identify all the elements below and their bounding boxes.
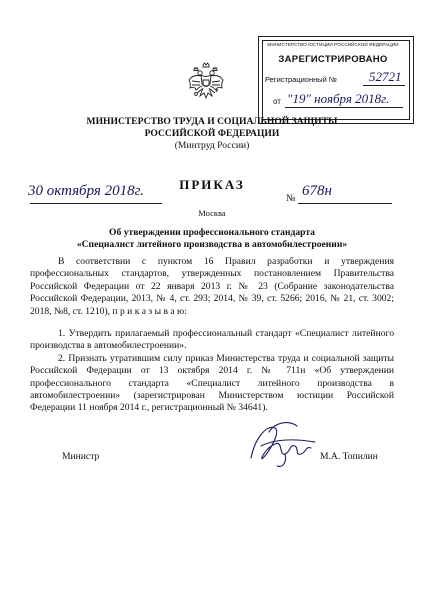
ministry-header: [40, 116, 384, 152]
signatory-position: Министр: [62, 451, 100, 462]
stamp-ministry: МИНИСТЕРСТВО ЮСТИЦИИ РОССИЙСКОЙ ФЕДЕРАЦИИ: [267, 42, 399, 47]
order-number: 678н: [302, 183, 332, 199]
registration-stamp: [258, 36, 414, 124]
title-line2: «Специалист литейного производства в автомобилестроении»: [76, 239, 348, 250]
order-date-underline: [30, 203, 162, 204]
order-number-underline: [298, 203, 392, 204]
stamp-reg-label: Регистрационный №: [265, 75, 337, 84]
title-line1: Об утверждении профессионального стандарта: [109, 227, 315, 238]
ministry-name-line2: РОССИЙСКОЙ ФЕДЕРАЦИИ: [144, 128, 280, 139]
handwritten-signature: [245, 418, 325, 472]
stamp-date-prefix: от: [273, 97, 281, 106]
stamp-status: ЗАРЕГИСТРИРОВАНО: [278, 54, 388, 65]
order-date: 30 октября 2018г.: [28, 183, 145, 199]
item-2-paragraph: 2. Признать утратившим силу приказ Министерства труда и социальной защиты Российской Федерации от 13 октября 2014 г. № 711н «Об утверждении профессионального стандарта «Специалист литейного производства в автомобилестроении» (зарегистрирован Министерством юстиции Российской Федерации 11 ноября 2014 г., регистрационный № 34641).: [30, 352, 394, 414]
document-title: [40, 227, 384, 251]
order-heading: ПРИКАЗ: [179, 177, 245, 192]
stamp-reg-number: 52721: [369, 69, 402, 84]
order-city: Москва: [198, 208, 226, 218]
stamp-date-underline: [285, 107, 403, 108]
document-body: [30, 256, 394, 425]
stamp-date-value: "19" ноября 2018г.: [287, 91, 390, 106]
item-1-paragraph: 1. Утвердить прилагаемый профессиональный стандарт «Специалист литейного производства в автомобилестроении».: [30, 328, 394, 352]
order-number-label: №: [286, 193, 296, 204]
ministry-name-line1: МИНИСТЕРСТВО ТРУДА И СОЦИАЛЬНОЙ ЗАЩИТЫ: [86, 116, 338, 127]
signatory-name: М.А. Топилин: [320, 451, 378, 462]
preamble-paragraph: В соответствии с пунктом 16 Правил разработки и утверждения профессиональных стандартов, утвержденных постановлением Правительства Российской Федерации от 22 января 2013 г. № 23 (Собрание законодательства Российской Федерации, 2013, № 4, ст. 293; 2014, № 39, ст. 5266; 2016, № 21, ст. 3002; 2018, №8, ст. 1210), п р и к а з ы в а ю:: [30, 256, 394, 317]
coat-of-arms-icon: [187, 62, 225, 106]
ministry-abbreviation: (Минтруд России): [174, 140, 250, 151]
stamp-number-underline: [363, 85, 405, 86]
